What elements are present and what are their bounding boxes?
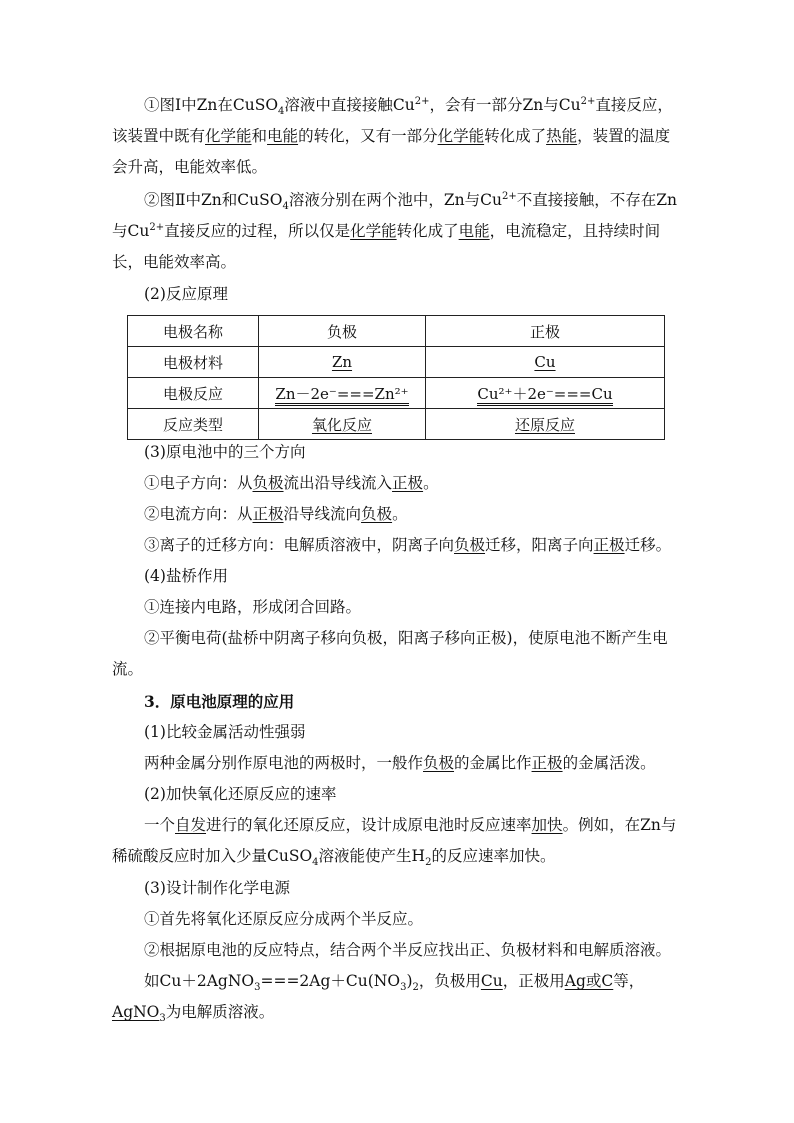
- paragraph-zn-direct-contact: [112, 90, 682, 183]
- subscript: 4: [282, 201, 289, 213]
- answer-blank: Zn: [331, 353, 353, 371]
- text: 沿导线流向: [283, 505, 362, 523]
- superscript: 2+: [414, 95, 430, 107]
- subscript: 3: [400, 982, 407, 994]
- text: 进行的氧化还原反应，设计成原电池时反应速率: [206, 816, 532, 834]
- design-step-1: ①首先将氧化还原反应分成两个半反应。: [144, 910, 424, 928]
- superscript: 2+: [580, 95, 596, 107]
- section-heading-applications: 3．原电池原理的应用: [144, 692, 295, 711]
- subscript: 3: [159, 1013, 166, 1025]
- superscript: 2+: [501, 190, 517, 202]
- answer-blank: 化学能: [437, 127, 485, 145]
- table-cell: [259, 409, 426, 440]
- text: ，会有一部分Zn与Cu: [429, 96, 581, 114]
- answer-blank: 负极: [252, 474, 284, 492]
- table-row: [128, 347, 665, 378]
- table-row: [128, 409, 665, 440]
- table-header-cell: 正极: [426, 316, 665, 347]
- text: 和: [251, 127, 268, 145]
- answer-blank: Zn－2e⁻===Zn²⁺: [275, 385, 408, 406]
- heading-three-directions: (3)原电池中的三个方向: [144, 443, 306, 461]
- text: 两种金属分别作原电池的两极时，一般作: [144, 754, 424, 772]
- answer-blank: 氧化反应: [311, 415, 372, 434]
- answer-blank: [112, 1003, 166, 1025]
- text: ②电流方向：从: [144, 505, 253, 523]
- subscript: 4: [312, 857, 319, 869]
- subscript: 3: [254, 982, 261, 994]
- table-cell: [426, 378, 665, 409]
- answer-blank: 正极: [392, 474, 424, 492]
- salt-bridge-point-2: ②平衡电荷(盐桥中阴离子移向负极，阳离子移向正极)，使原电池不断产生电流。: [112, 629, 668, 678]
- table-cell: [426, 409, 665, 440]
- answer-blank: Cu: [534, 353, 556, 371]
- subscript: 4: [278, 106, 285, 118]
- text: 如Cu＋2AgNO: [144, 972, 255, 990]
- text: 迁移。: [624, 536, 672, 554]
- answer-blank: 电能: [267, 127, 299, 145]
- current-direction: [144, 499, 714, 530]
- answer-blank: 正极: [593, 536, 625, 554]
- answer-blank: 自发: [175, 816, 207, 834]
- design-step-2: ②根据原电池的反应特点，结合两个半反应找出正、负极材料和电解质溶液。: [144, 941, 672, 959]
- answer-blank: 正极: [252, 505, 284, 523]
- text: 的反应速率加快。: [431, 847, 556, 865]
- table-cell: 电极反应: [128, 378, 259, 409]
- text: 的金属活泼。: [562, 754, 656, 772]
- answer-blank: Cu: [480, 972, 503, 990]
- table-row: [128, 378, 665, 409]
- text: ②图Ⅱ中Zn和CuSO: [144, 191, 283, 209]
- text: ，装置的温度会升高，电能效率低。: [112, 127, 671, 176]
- heading-compare-activity: (1)比较金属活动性强弱: [144, 723, 306, 741]
- subscript: 2: [412, 982, 419, 994]
- answer-blank: Cu²⁺＋2e⁻===Cu: [477, 385, 612, 406]
- table-cell: [426, 347, 665, 378]
- text: 溶液能使产生H: [318, 847, 426, 865]
- text: 直接反应的过程，所以仅是: [164, 222, 351, 240]
- text: 直接反应，该装置中既有: [112, 96, 673, 145]
- text: 转化成了: [396, 222, 459, 240]
- text: 。例如，在Zn与稀硫酸反应时加入少量CuSO: [112, 816, 677, 865]
- ion-migration-direction: [144, 530, 704, 561]
- text: AgNO: [112, 1003, 160, 1021]
- text: 不直接接触，不存在Zn与Cu: [112, 191, 677, 240]
- text: 迁移，阳离子向: [485, 536, 594, 554]
- text: ①电子方向：从: [144, 474, 253, 492]
- text: ①图Ⅰ中Zn在CuSO: [144, 96, 279, 114]
- text: 。: [392, 505, 408, 523]
- table-cell: 反应类型: [128, 409, 259, 440]
- answer-blank: 化学能: [350, 222, 397, 240]
- design-example: [112, 966, 682, 1028]
- answer-blank: 还原反应: [514, 415, 575, 434]
- text: ，正极用: [502, 972, 565, 990]
- text: ③离子的迁移方向：电解质溶液中，阴离子向: [144, 536, 455, 554]
- table-row: [128, 316, 665, 347]
- text: ): [406, 972, 413, 990]
- text: 为电解质溶液。: [165, 1003, 275, 1021]
- electron-direction: [144, 468, 714, 499]
- answer-blank: 化学能: [205, 127, 252, 145]
- text: 溶液中直接接触Cu: [284, 96, 415, 114]
- heading-salt-bridge: (4)盐桥作用: [144, 567, 228, 585]
- text: 转化成了: [484, 127, 547, 145]
- paragraph-zn-separate-pools: [112, 185, 682, 278]
- text: ，电流稳定，且持续时间长，电能效率高。: [112, 222, 661, 271]
- text: 。: [423, 474, 439, 492]
- salt-bridge-point-1: ①连接内电路，形成闭合回路。: [144, 598, 362, 616]
- table-header-cell: 负极: [259, 316, 426, 347]
- superscript: 2+: [149, 221, 165, 233]
- subscript: 2: [425, 857, 432, 869]
- text: 等，: [613, 972, 645, 990]
- answer-blank: 加快: [531, 816, 563, 834]
- answer-blank: Ag或C: [564, 972, 614, 990]
- table-cell: [259, 378, 426, 409]
- answer-blank: 热能: [546, 127, 578, 145]
- answer-blank: 负极: [423, 754, 455, 772]
- electrode-table: [127, 315, 665, 440]
- table-header-cell: 电极名称: [128, 316, 259, 347]
- text: 流出沿导线流入: [283, 474, 393, 492]
- table-cell: [259, 347, 426, 378]
- text: 的转化，又有一部分: [298, 127, 438, 145]
- heading-reaction-principle: (2)反应原理: [144, 285, 228, 303]
- answer-blank: 正极: [531, 754, 563, 772]
- heading-design-power-source: (3)设计制作化学电源: [144, 879, 290, 897]
- text: 溶液分别在两个池中，Zn与Cu: [288, 191, 502, 209]
- text: 的金属比作: [454, 754, 532, 772]
- text: 一个: [144, 816, 176, 834]
- heading-speed-up-reaction: (2)加快氧化还原反应的速率: [144, 785, 337, 803]
- answer-blank: 负极: [454, 536, 486, 554]
- text: ===2Ag＋Cu(NO: [260, 972, 401, 990]
- compare-activity-text: [144, 748, 704, 779]
- answer-blank: 负极: [361, 505, 393, 523]
- speed-up-reaction-text: [112, 810, 682, 872]
- answer-blank: 电能: [458, 222, 490, 240]
- table-cell: 电极材料: [128, 347, 259, 378]
- text: ，负极用: [418, 972, 481, 990]
